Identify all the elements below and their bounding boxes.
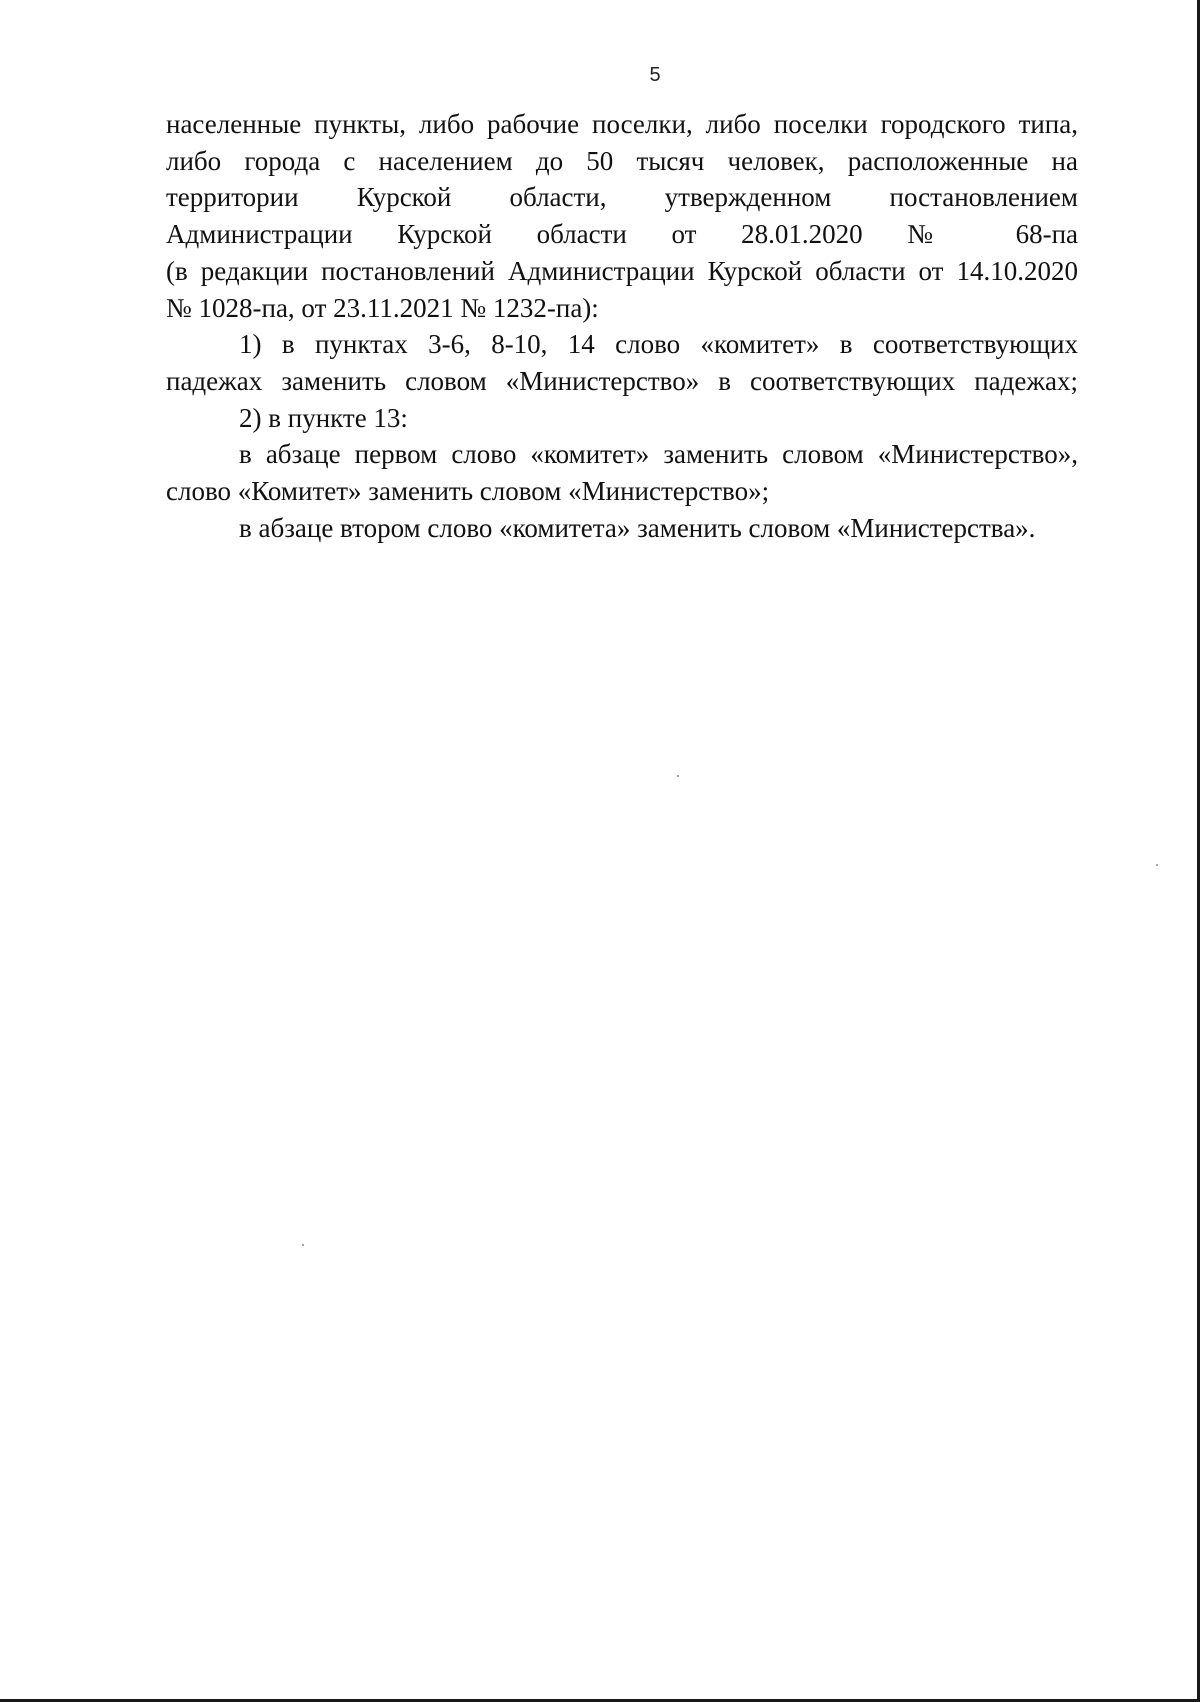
scan-speck xyxy=(1156,864,1158,866)
text-line: 1) в пунктах 3-6, 8-10, 14 слово «комитет» в соответствующих xyxy=(239,329,1078,360)
text-line: (в редакции постановлений Администрации Курской области от 14.10.2020 xyxy=(166,255,1078,286)
scan-speck xyxy=(677,775,679,777)
text-line: территории Курской области, утвержденном постановлением xyxy=(166,182,1078,213)
text-line: Администрации Курской области от 28.01.2020 № 68-па xyxy=(166,219,1078,250)
text-line: в абзаце втором слово «комитета» заменить словом «Министерства». xyxy=(239,512,1036,543)
text-line: либо города с населением до 50 тысяч человек, расположенные на xyxy=(166,145,1078,176)
text-line: № 1028-па, от 23.11.2021 № 1232-па): xyxy=(166,292,599,323)
text-line: слово «Комитет» заменить словом «Министерство»; xyxy=(166,476,770,507)
page-number: 5 xyxy=(649,64,661,86)
text-line: в абзаце первом слово «комитет» заменить словом «Министерство», xyxy=(239,439,1078,470)
text-line: 2) в пункте 13: xyxy=(239,402,408,433)
scan-speck xyxy=(302,1244,304,1246)
document-body xyxy=(166,106,1078,546)
text-line: падежах заменить словом «Министерство» в соответствующих падежах; xyxy=(166,365,1078,396)
text-line: населенные пункты, либо рабочие поселки, либо поселки городского типа, xyxy=(166,109,1078,139)
